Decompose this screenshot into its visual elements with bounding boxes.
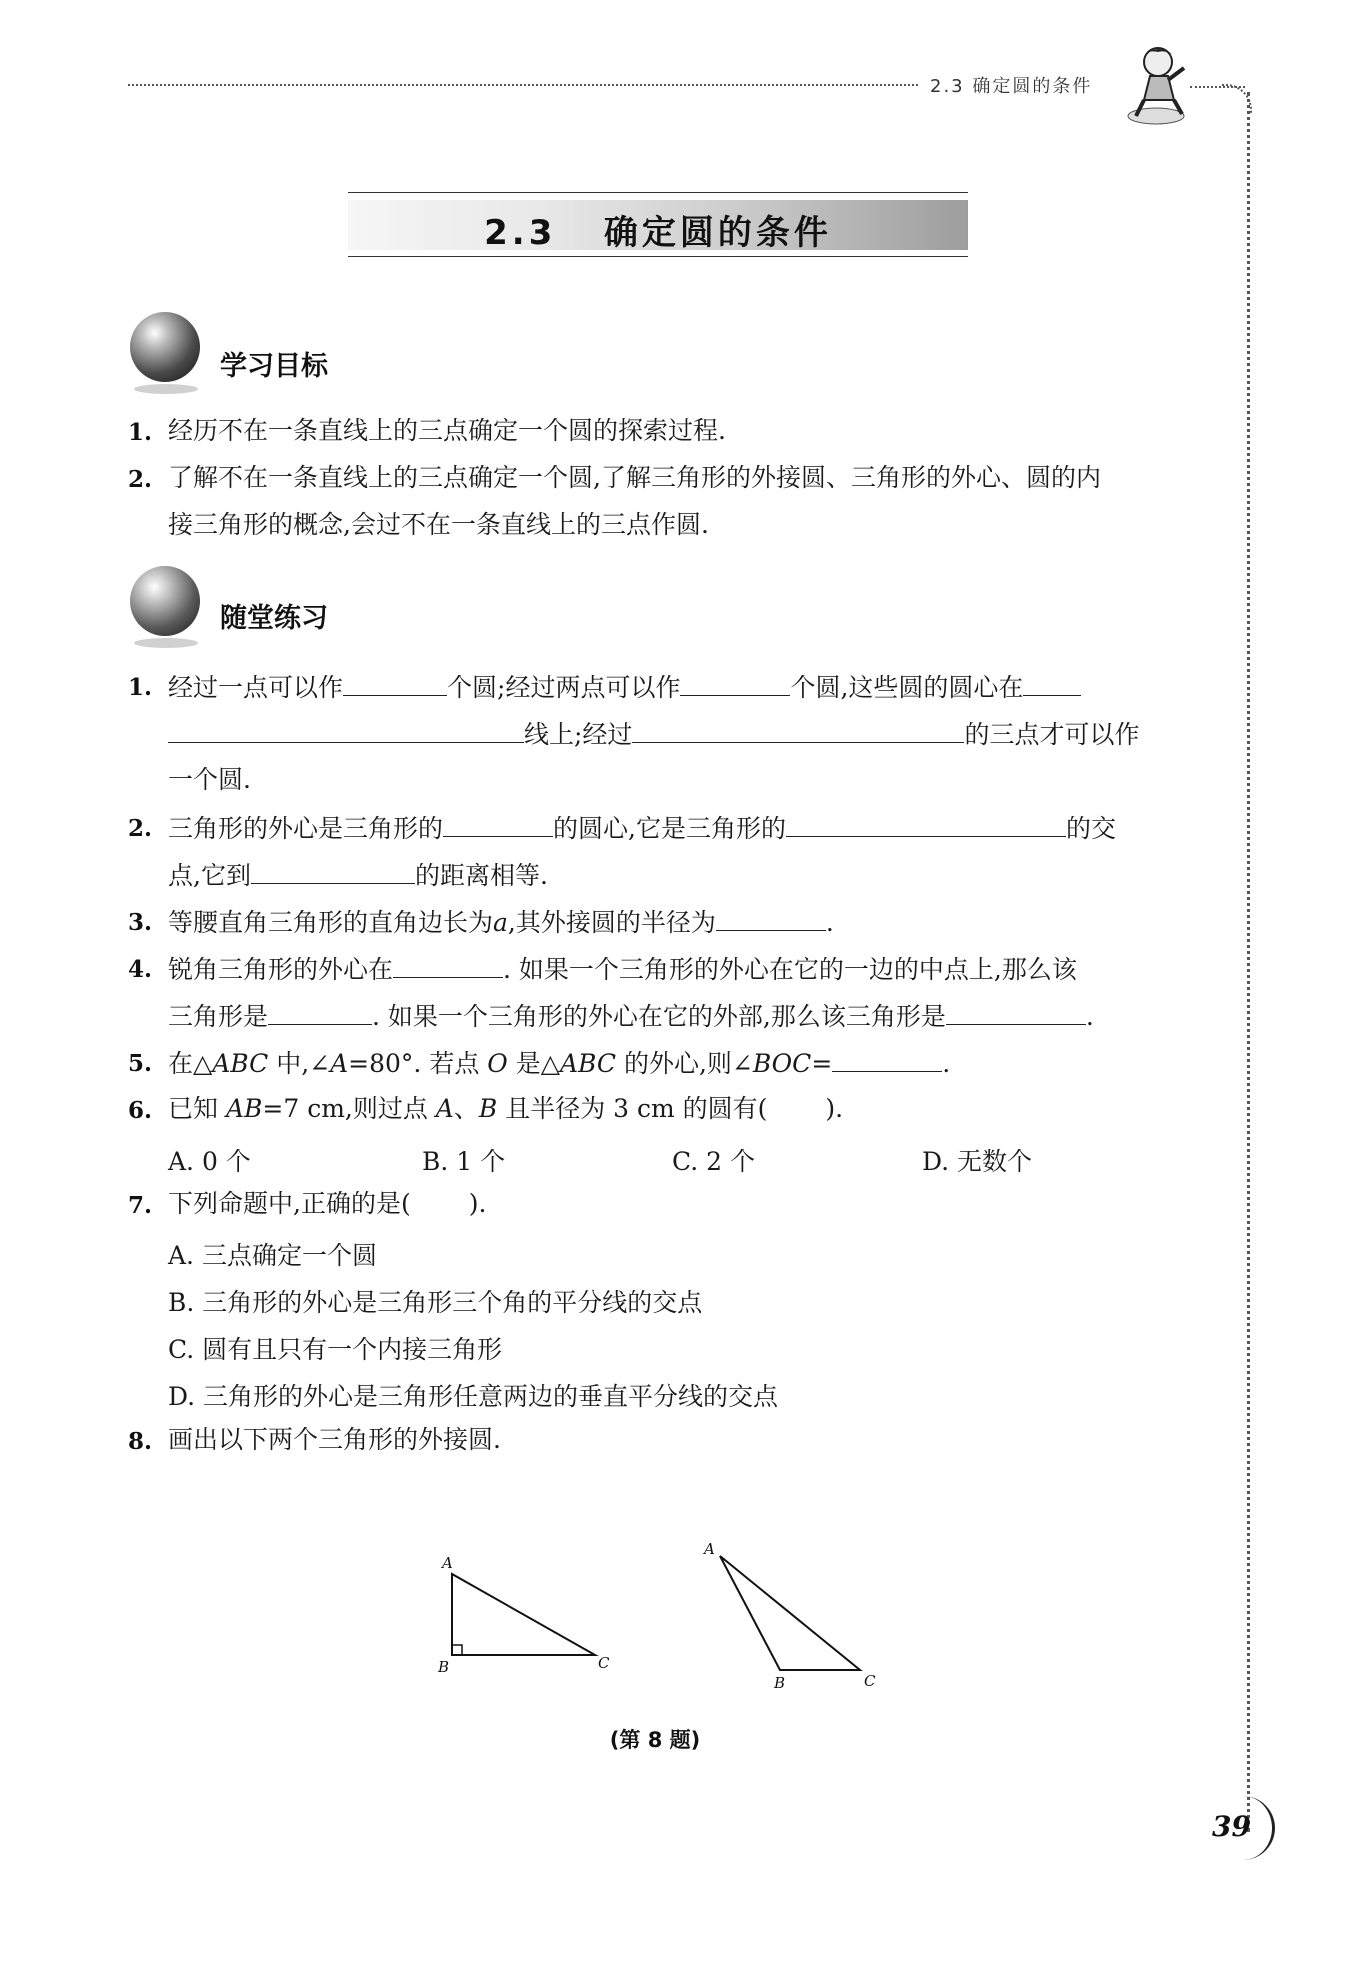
triangle-figure [420, 1530, 900, 1710]
q6-option-d[interactable]: D. 无数个 [922, 1147, 1033, 1176]
title-rule-bottom [348, 256, 968, 257]
question-7-line: 下列命题中,正确的是( ). [168, 1189, 487, 1218]
answer-blank[interactable] [716, 904, 826, 931]
title-rule-top [348, 192, 968, 193]
triangle-2-label-c: C [864, 1672, 876, 1690]
q6-option-b[interactable]: B. 1 个 [422, 1147, 506, 1176]
section-heading-practice: 随堂练习 [220, 603, 328, 634]
answer-blank[interactable] [443, 810, 553, 837]
question-2-line-1: 三角形的外心是三角形的 的圆心,它是三角形的 的交 [168, 810, 1116, 846]
answer-blank[interactable] [393, 951, 503, 978]
answer-blank[interactable] [251, 857, 415, 884]
section-heading-goals: 学习目标 [220, 351, 328, 382]
question-number-7: 7. [128, 1192, 153, 1219]
question-number-4: 4. [128, 956, 153, 983]
question-1-line-3: 一个圆. [168, 765, 251, 794]
q6-option-a[interactable]: A. 0 个 [168, 1147, 251, 1176]
question-number-8: 8. [128, 1428, 153, 1455]
question-number-3: 3. [128, 909, 153, 936]
page-number: 39 [1212, 1810, 1251, 1843]
goal-2-line-1: 了解不在一条直线上的三点确定一个圆,了解三角形的外接圆、三角形的外心、圆的内 [168, 463, 1101, 492]
answer-blank[interactable] [946, 998, 1086, 1025]
question-5-line: 在△ABC 中,∠A=80°. 若点 O 是△ABC 的外心,则∠BOC= . [168, 1045, 950, 1081]
globe-icon [130, 566, 200, 636]
title-number: 2.3 [484, 213, 557, 253]
answer-blank[interactable] [268, 998, 372, 1025]
goal-number-2: 2. [128, 466, 153, 493]
question-number-1: 1. [128, 674, 153, 701]
q6-option-c[interactable]: C. 2 个 [672, 1147, 755, 1176]
triangle-1-label-a: A [442, 1554, 453, 1572]
triangle-2 [702, 1540, 876, 1692]
question-6-line: 已知 AB=7 cm,则过点 A、B 且半径为 3 cm 的圆有( ). [168, 1094, 844, 1123]
goal-number-1: 1. [128, 419, 153, 446]
answer-blank[interactable] [832, 1045, 942, 1072]
answer-blank[interactable] [1023, 669, 1081, 696]
margin-dotted-line [1247, 92, 1250, 1832]
answer-blank[interactable] [343, 669, 447, 696]
goal-1-line-1: 经历不在一条直线上的三点确定一个圆的探索过程. [168, 416, 726, 445]
right-angle-mark [452, 1645, 462, 1655]
question-3-line: 等腰直角三角形的直角边长为a,其外接圆的半径为 . [168, 904, 834, 940]
q7-option-b[interactable]: B. 三角形的外心是三角形三个角的平分线的交点 [168, 1288, 703, 1317]
sphere-shadow [134, 384, 198, 394]
q7-option-c[interactable]: C. 圆有且只有一个内接三角形 [168, 1335, 503, 1364]
q7-option-d[interactable]: D. 三角形的外心是三角形任意两边的垂直平分线的交点 [168, 1382, 779, 1411]
globe-shadow [134, 638, 198, 648]
question-1-line-2: 线上;经过 的三点才可以作 [168, 716, 1139, 752]
figure-caption: (第 8 题) [609, 1728, 701, 1752]
goal-2-line-2: 接三角形的概念,会过不在一条直线上的三点作圆. [168, 510, 709, 539]
question-8-line: 画出以下两个三角形的外接圆. [168, 1425, 501, 1454]
question-4-line-2: 三角形是 . 如果一个三角形的外心在它的外部,那么该三角形是 . [168, 998, 1094, 1034]
header-dotted-rule [128, 84, 918, 86]
sphere-icon [130, 312, 200, 382]
triangle-2-label-a: A [704, 1540, 715, 1558]
question-2-line-2: 点,它到 的距离相等. [168, 857, 548, 893]
question-number-2: 2. [128, 815, 153, 842]
question-number-6: 6. [128, 1097, 153, 1124]
question-1-line-1: 经过一点可以作 个圆;经过两点可以作 个圆,这些圆的圆心在 [168, 669, 1081, 705]
page-title [348, 205, 968, 254]
title-text: 确定圆的条件 [603, 213, 832, 253]
running-title: 2.3 确定圆的条件 [930, 76, 1093, 97]
question-4-line-1: 锐角三角形的外心在 . 如果一个三角形的外心在它的一边的中点上,那么该 [168, 951, 1077, 987]
triangle-2-label-b: B [774, 1674, 786, 1692]
mascot-icon [1120, 44, 1194, 128]
answer-blank[interactable] [786, 810, 1066, 837]
answer-blank[interactable] [680, 669, 790, 696]
triangle-1 [437, 1554, 610, 1676]
triangle-1-label-b: B [438, 1658, 450, 1676]
answer-blank[interactable] [168, 716, 524, 743]
answer-blank[interactable] [632, 716, 964, 743]
triangle-1-label-c: C [598, 1654, 610, 1672]
question-number-5: 5. [128, 1050, 153, 1077]
q7-option-a[interactable]: A. 三点确定一个圆 [168, 1241, 377, 1270]
